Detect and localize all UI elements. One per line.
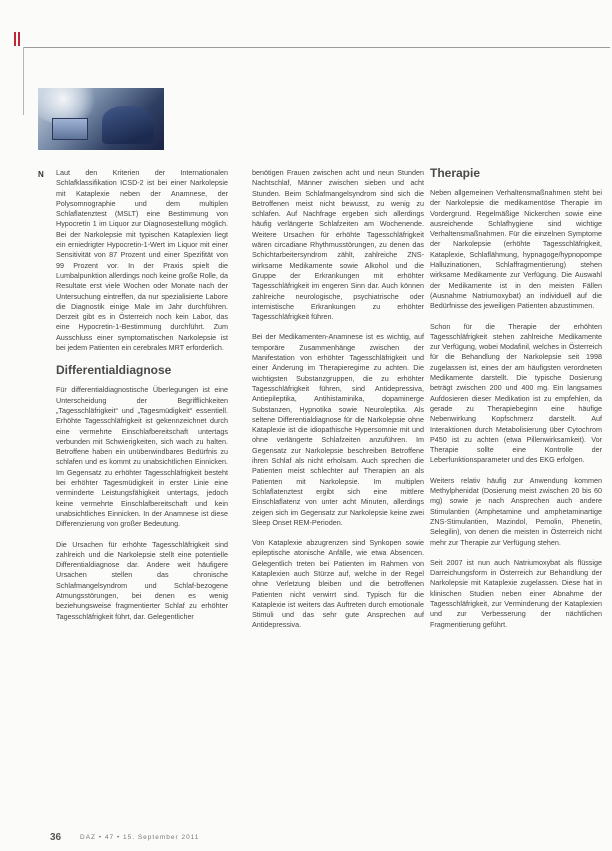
paragraph: Die Ursachen für erhöhte Tagesschläfrigkeit sind zahlreich und die Narkolepsie stellt eine potentielle Differentialdiagnose dar. Andere weit häufigere Ursachen stellen das chronische Schlafmangelsyndrom und Schlaf-bezogene Atmungsstörungen, bei denen es wenig beziehungsweise fragmentierter Schlaf zu erhöhter Tagesschläfrigkeit führt, dar. Gelegentlicher — [56, 539, 228, 621]
column-2 — [252, 168, 424, 641]
photo-person-figure — [102, 106, 154, 144]
section-marker: N — [38, 170, 44, 179]
column-1 — [56, 168, 228, 632]
page-number: 36 — [50, 832, 62, 843]
paragraph: Weiters relativ häufig zur Anwendung kommen Methylphenidat (Dosierung meist zwischen 20 bis 60 mg) sowie je nach Ansprechen auch andere Stimulantien (Amphetamine und amphetaminartige ZNS-Stimulantien, Mazindol, Pemolin, Phenetin, Selegilin), von denen die meisten in Österreich nicht mehr zur Therapie zur Verfügung stehen. — [430, 475, 602, 547]
left-margin-rule — [23, 47, 24, 115]
photo-monitor — [52, 118, 88, 140]
paragraph: Von Kataplexie abzugrenzen sind Synkopen sowie epileptische atonische Anfälle, wie etwa Absencen. Gelegentlich treten bei Patienten im Rahmen von Kataplexien auch Stürze auf, welche in der Regel ohne Verletzung bleiben und die betroffenen Patienten nicht verwirrt sind. Typisch für die Kataplexie ist weiters das Auftreten durch emotionale Stimuli und das sehr gute Ansprechen auf Antidepressiva. — [252, 538, 424, 630]
paragraph: Bei der Medikamenten-Anamnese ist es wichtig, auf temporäre Zusammenhänge zwischen der Manifestation von erhöhter Tagesschläfrigkeit und einer Änderung im Therapieregime zu achten. Die wichtigsten Substanzgruppen, die zu erhöhter Tagesschläfrigkeit führen, sind Antidepressiva, Antiepileptika, Antihistaminika, dopaminerge Substanzen, Hypnotika sowie Neuroleptika. Als seltene Differentialdiagnose für die Narkolepsie ohne Kataplexie ist die idiopathische Hypersomnie mit und ohne verlängerte Schlafzeiten anzuführen. Im Gegensatz zur Narkolepsie beschreiben Betroffene ihren Schlaf als nicht erholsam. Auch sprechen die Patienten meist schlechter auf Therapien an als Patienten mit Narkolepsie. Im multiplen Schlaflatenztest ergibt sich eine mittlere Einschlaflatenz von unter acht Minuten, allerdings zeigen sich im Gegensatz zur Narkolepsie keine zwei Sleep Onset REM-Perioden. — [252, 332, 424, 527]
heading-differentialdiagnose: Differentialdiagnose — [56, 363, 172, 378]
section-color-marker — [14, 32, 24, 46]
paragraph: Seit 2007 ist nun auch Natriumoxybat als flüssige Darreichungsform in Österreich zur Behandlung der Narkolepsie mit Kataplexie zugelassen. Diese hat in klinischen Studien neben einer Abnahme der Tagesschläfrigkeit, zur Verminderung der Kataplexien und zur Verbesserung der nächtlichen Fragmentierung geführt. — [430, 557, 602, 629]
header-rule — [24, 47, 610, 48]
paragraph: Schon für die Therapie der erhöhten Tagesschläfrigkeit stehen zahlreiche Medikamente zur Verfügung, wobei Modafinil, welches in Österreich für die Behandlung der Narkolepsie seit 1998 zugelassen ist, eines der am häufigsten verordneten Medikamente darstellt. Die typische Dosierung beträgt zwischen 200 und 400 mg. Ein langsames Aufdosieren dieser Medikation ist zu empfehlen, da gerade zu Therapiebeginn eine häufige Nebenwirkung Kopfschmerz darstellt. Auf Interaktionen durch Metabolisierung über Cytochrom P450 ist zu achten (etwa Pillenwirksamkeit). Vor Therapie sollte eine Kontrolle der Leberfunktionsparameter und des EKG erfolgen. — [430, 321, 602, 465]
paragraph: Für differentialdiagnostische Überlegungen ist eine Unterscheidung der Begrifflichkeiten „Tagesschläfrigkeit“ und „Tagesmüdigkeit“ essentiell. Erhöhte Tagesschläfrigkeit ist gekennzeichnet durch eine vermehrte Einschlafbereitschaft untertags verbunden mit Schwierigkeiten, sich wach zu halten. Betroffene haben ein unüberwindbares Bedürfnis zu schlafen und es kommt zu unabsichtlichen Einnicken. Im Gegensatz zu erhöhter Tagesschläfrigkeit besteht bei erhöhter Tagesmüdigkeit in erster Linie eine verminderte Leistungsfähigkeit untertags, jedoch keine vermehrte Einschlafbereitschaft und kein unabsichtliches Einnicken. In der Anamnese ist diese Differenzierung von großer Bedeutung. — [56, 385, 228, 529]
paragraph: Laut den Kriterien der Internationalen Schlafklassifikation ICSD-2 ist bei einer Narkolepsie mit Kataplexie neben der Anamnese, der Polysomnographie und dem multiplen Schlaflatenztest (MSLT) eine Bestimmung von Hypocretin 1 im Liquor zur Diagnosestellung möglich. Bei der Narkolepsie mit typischen Kataplexien liegt ein erniedrigter Hypocretin-1-Wert im Liquor mit einer Sensitivität von 87 Prozent und einer Spezifität von 99 Prozent vor. In der Praxis spielt die Lumbalpunktion allerdings noch keine große Rolle, da Resultate erst viele Wochen oder Monate nach der Untersuchung eintreffen, da nur spezialisierte Labore die Diagnostik einige Male im Jahr durchführen. Derzeit gibt es in Österreich noch kein Labor, das eine Hypocretin-1-Bestimmung durchführt. Zum Ausschluss einer symptomatischen Narkolepsie ist bei jedem Patienten ein cerebrales MRT erforderlich. — [56, 168, 228, 353]
footer-issue-line: DAZ • 47 • 15. September 2011 — [80, 834, 200, 841]
paragraph: benötigen Frauen zwischen acht und neun Stunden Nachtschlaf, Männer zwischen sieben und acht Stunden. Beim Schlafmangelsyndrom sind sich die Betroffenen meist nicht bewusst, zu wenig zu schlafen. Auf Nachfrage ergeben sich allerdings häufig verlängerte Schlafzeiten am Wochenende. Weitere Ursachen für erhöhte Tagesschläfrigkeit wären circadiane Rhythmusstörungen, zu denen das Schichtarbeitersyndrom zählt, zahlreiche ZNS-wirksame Medikamente sowie Alkohol und die Gruppe der Erkrankungen mit erhöhter Tagesschläfrigkeit im engeren Sinn dar. Auch können zahlreiche neurologische, psychiatrische oder internistische Erkrankungen zu erhöhter Tagesschläfrigkeit führen. — [252, 168, 424, 322]
column-3 — [430, 168, 602, 640]
article-photo — [38, 88, 164, 150]
heading-therapie: Therapie — [430, 166, 481, 180]
paragraph: Neben allgemeinen Verhaltensmaßnahmen steht bei der Narkolepsie die medikamentöse Therapie im Vordergrund. Regelmäßige Nickerchen sowie eine ausreichende Schlafhygiene sind wichtige Verhaltensmaßnahmen. Für die einzelnen Symptome der Narkolepsie (erhöhte Tagesschläfrigkeit, Kataplexie, Schlaflähmung, hypnagoge/hypnopompe Halluzinationen, Schlaffragmentierung) stehen wirksame Medikamente zur Verfügung. Die Auswahl der Medikamente ist in den meisten Fällen (Ausnahme Natriumoxybat) an individuell auf die Bedürfnisse des jeweiligen Patienten abzustimmen. — [430, 188, 602, 311]
